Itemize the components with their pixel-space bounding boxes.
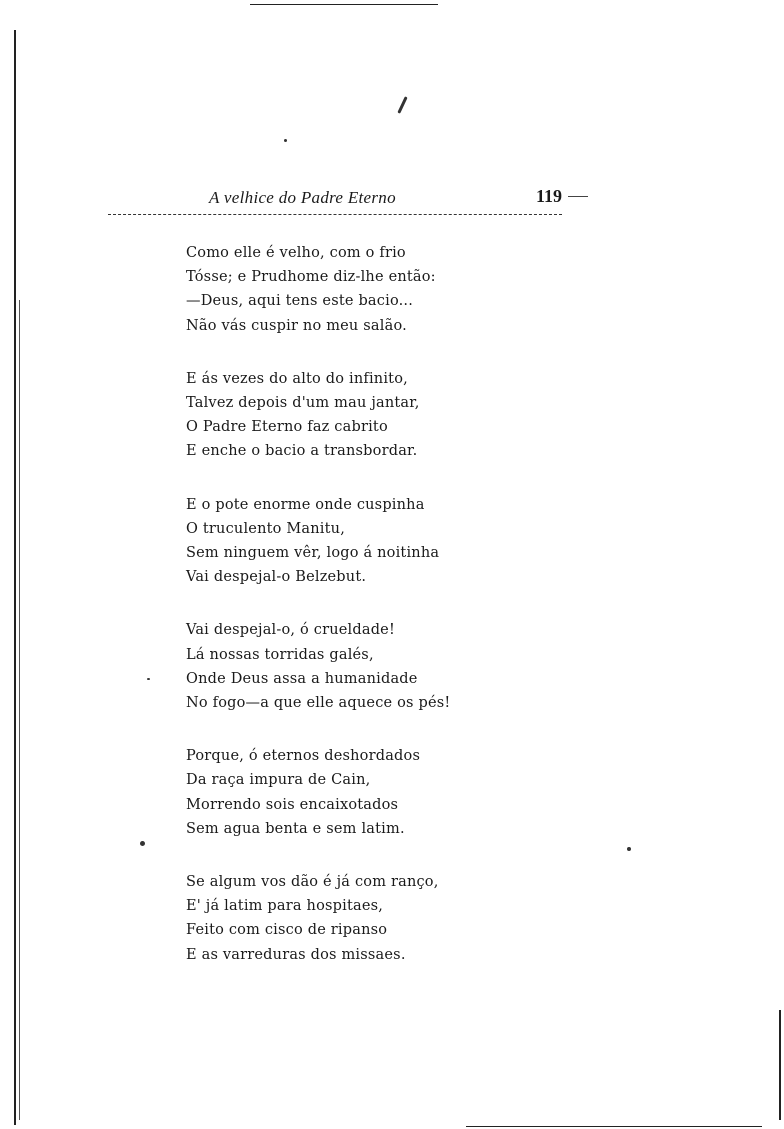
verse-line: Tósse; e Prudhome diz-lhe então: — [186, 269, 436, 286]
top-edge-rule — [250, 4, 438, 5]
ink-speck — [284, 139, 287, 142]
poem — [186, 241, 646, 996]
ink-speck — [140, 841, 145, 846]
verse-line: Lá nossas torridas galés, — [186, 646, 374, 663]
verse-line: Da raça impura de Cain, — [186, 772, 371, 789]
stanza — [186, 618, 646, 715]
verse-line: Como elle é velho, com o frio — [186, 245, 406, 261]
inner-left-rule — [19, 300, 20, 1120]
ink-mark — [397, 96, 407, 114]
header-rule — [108, 214, 562, 215]
ink-speck — [147, 678, 150, 680]
verse-line: Sem ninguem vêr, logo á noitinha — [186, 545, 440, 562]
stanza — [186, 744, 646, 841]
page-number: 119 — [536, 186, 563, 206]
verse-line: E' já latim para hospitaes, — [186, 898, 384, 915]
stanza — [186, 493, 646, 590]
verse-line: Sem agua benta e sem latim. — [186, 820, 405, 837]
verse-line: Feito com cisco de ripanso — [186, 922, 388, 939]
stanza — [186, 367, 646, 464]
bottom-edge-rule — [466, 1126, 762, 1127]
running-head — [0, 186, 600, 214]
verse-line: O Padre Eterno faz cabrito — [186, 419, 388, 436]
verse-line: Se algum vos dão é já com ranço, — [186, 874, 439, 891]
running-title: A velhice do Padre Eterno — [209, 188, 396, 207]
verse-line: E enche o bacio a transbordar. — [186, 443, 418, 460]
verse-line: Vai despejal-o, ó crueldade! — [186, 622, 395, 639]
verse-line: E ás vezes do alto do infinito, — [186, 370, 408, 387]
verse-line: O truculento Manitu, — [186, 520, 346, 537]
verse-line: Onde Deus assa a humanidade — [186, 670, 418, 687]
verse-line: Não vás cuspir no meu salão. — [186, 317, 407, 334]
verse-line: E o pote enorme onde cuspinha — [186, 496, 425, 513]
verse-line: E as varreduras dos missaes. — [186, 946, 406, 963]
verse-line: Vai despejal-o Belzebut. — [186, 569, 367, 586]
verse-line: —Deus, aqui tens este bacio... — [186, 293, 414, 310]
verse-line: No fogo—a que elle aquece os pés! — [186, 695, 451, 712]
verse-line: Morrendo sois encaixotados — [186, 796, 399, 813]
page-number-dash — [568, 196, 588, 197]
verse-line: Talvez depois d'um mau jantar, — [186, 395, 420, 412]
stanza — [186, 241, 646, 338]
right-edge-rule — [779, 1010, 781, 1120]
verse-line: Porque, ó eternos deshordados — [186, 748, 421, 765]
stanza — [186, 870, 646, 967]
